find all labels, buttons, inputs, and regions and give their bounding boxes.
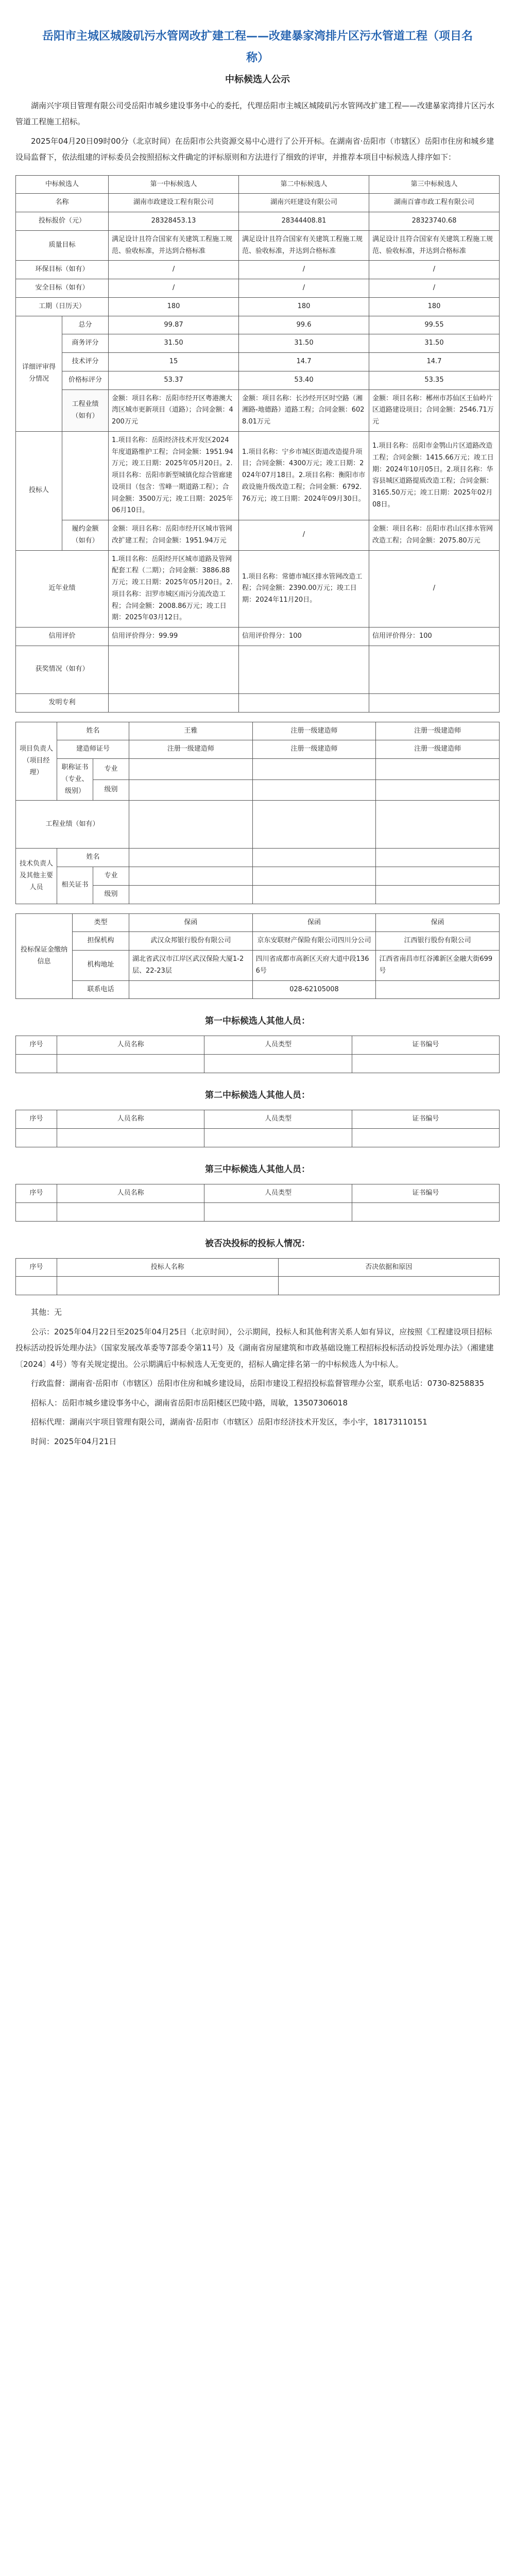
bond-addr-2: 四川省成都市高新区天府大道中段1366号 (252, 951, 376, 981)
invalid-col-name: 投标人名称 (57, 1258, 279, 1277)
row-label-credit: 信用评价 (16, 628, 109, 646)
table-row (16, 759, 500, 780)
score-total-1: 99.87 (109, 316, 239, 334)
staff-col-type: 人员类型 (204, 1110, 352, 1129)
bond-phone-1 (129, 980, 253, 999)
pm-level-label: 级别 (93, 779, 129, 801)
credit-1: 信用评价得分：99.99 (109, 628, 239, 646)
table-row (16, 1110, 500, 1129)
invention-1 (109, 693, 239, 712)
row-label-score-tech: 技术评分 (62, 353, 109, 371)
staff-col-cert: 证书编号 (352, 1110, 499, 1129)
pm-major-label: 专业 (93, 759, 129, 780)
row-label-quality: 质量目标 (16, 230, 109, 261)
score-total-3: 99.55 (369, 316, 499, 334)
bond-addr-3: 江西省南昌市红谷滩新区金融大街699号 (376, 951, 500, 981)
table-row (16, 261, 500, 279)
table-row (16, 230, 500, 261)
perf-1: 金额：项目名称：岳阳市经开区城市管网改扩建工程；合同金额：1951.94万元 (109, 520, 239, 551)
row-label-perf: 履约金额（如有） (62, 520, 109, 551)
candidate-table (15, 175, 500, 713)
invention-3 (369, 693, 499, 712)
table-row (16, 1277, 500, 1295)
price-1: 28328453.13 (109, 212, 239, 231)
pm-cert-label: 建造师证号 (57, 740, 129, 759)
bidder-perf-3: 1.项目名称：岳阳市金鹗山片区道路改造工程；合同金额：1415.66万元；竣工日期：2024年10月05日。2.项目名称：华容县城区道路提质改造工程；合同金额：3165.50万元；竣工日期：2025年02月08日。 (369, 431, 499, 520)
staff-col-index: 序号 (16, 1184, 57, 1202)
pm-exp-label: 工程业绩（如有） (16, 801, 129, 849)
staff-col-cert: 证书编号 (352, 1184, 499, 1202)
perf-2: / (239, 520, 369, 551)
table-row (16, 353, 500, 371)
score-price-1: 53.37 (109, 371, 239, 389)
invalid-col-reason: 否决依据和原因 (278, 1258, 500, 1277)
score-total-2: 99.6 (239, 316, 369, 334)
score-biz-2: 31.50 (239, 334, 369, 353)
pm-1: 金额：项目名称：岳阳市经开区粤港澳大湾区城市更新项目（道路）；合同金额：4200万元 (109, 389, 239, 431)
third-staff-table (15, 1184, 500, 1222)
pm-name-2: 注册一级建造师 (252, 722, 376, 740)
bond-type-3: 保函 (376, 913, 500, 932)
duration-1: 180 (109, 297, 239, 316)
safety-1: / (109, 279, 239, 298)
row-label-invention: 发明专利 (16, 693, 109, 712)
safety-2: / (239, 279, 369, 298)
award-3 (369, 646, 499, 693)
table-row (16, 913, 500, 932)
second-staff-table (15, 1110, 500, 1147)
tech-col-name-label: 姓名 (57, 849, 129, 867)
row-label-score-price: 价格标评分 (62, 371, 109, 389)
row-label-pm-person: 项目负责人（项目经理） (16, 722, 57, 801)
table-row (16, 1184, 500, 1202)
table-row (16, 194, 500, 212)
table-row (16, 389, 500, 431)
note-agency: 招标代理：湖南兴宇项目管理有限公司，湖南省·岳阳市（市辖区）岳阳市经济技术开发区，李小宇，18173110151 (31, 1417, 427, 1427)
bond-type-label: 类型 (73, 913, 129, 932)
row-label-price: 投标报价（元） (16, 212, 109, 231)
staff-col-type: 人员类型 (204, 1036, 352, 1055)
quality-1: 满足设计且符合国家有关建筑工程施工规范、验收标准，并达到合格标准 (109, 230, 239, 261)
pm-name-1: 王雅 (129, 722, 253, 740)
row-label-safety: 安全目标（如有） (16, 279, 109, 298)
staff-col-index: 序号 (16, 1036, 57, 1055)
score-biz-1: 31.50 (109, 334, 239, 353)
staff-col-index: 序号 (16, 1110, 57, 1129)
table-row (16, 1055, 500, 1073)
candidate-rank-1: 第一中标候选人 (109, 175, 239, 194)
table-row (16, 693, 500, 712)
table-row (16, 520, 500, 551)
notes (15, 1304, 500, 1450)
bond-type-1: 保函 (129, 913, 253, 932)
duration-3: 180 (369, 297, 499, 316)
pm-title-label: 职称证书（专业、级别） (57, 759, 93, 801)
bond-label: 投标保证金缴纳信息 (16, 913, 73, 999)
perf-3: 金额：项目名称：岳阳市君山区排水管网改造工程；合同金额：2075.80万元 (369, 520, 499, 551)
staff-col-cert: 证书编号 (352, 1036, 499, 1055)
credit-2: 信用评价得分：100 (239, 628, 369, 646)
table-row (16, 371, 500, 389)
env-2: / (239, 261, 369, 279)
safety-3: / (369, 279, 499, 298)
tech-cert-label: 相关证书 (57, 867, 93, 904)
price-2: 28344408.81 (239, 212, 369, 231)
table-row (16, 867, 500, 886)
table-row (16, 722, 500, 740)
row-label-pm: 工程业绩（如有） (62, 389, 109, 431)
recent-2: 1.项目名称：常德市城区排水管网改造工程；合同金额：2390.00万元；竣工日期：2024年11月20日。 (239, 550, 369, 628)
tech-major-label: 专业 (93, 867, 129, 886)
env-3: / (369, 261, 499, 279)
first-staff-table (15, 1036, 500, 1073)
table-row (16, 980, 500, 999)
table-row (16, 801, 500, 849)
table-row (16, 1258, 500, 1277)
candidate-rank-3: 第三中标候选人 (369, 175, 499, 194)
table-row (16, 646, 500, 693)
award-2 (239, 646, 369, 693)
note-supervision: 行政监督：湖南省·岳阳市（市辖区）岳阳市住房和城乡建设局，岳阳市建设工程招投标监督管理办公室，联系电话：0730-8258835 (31, 1379, 485, 1388)
note-date: 时间：2025年04月21日 (31, 1436, 117, 1446)
staff-col-name: 人员名称 (57, 1036, 204, 1055)
recent-1: 1.项目名称：岳阳经开区城市道路及管网配套工程（二期）；合同金额：3886.88万元；竣工日期：2025年05月20日。2.项目名称：汨罗市城区雨污分流改造工程；合同金额：2008.86万元；竣工日期：2025年03月12日。 (109, 550, 239, 628)
recent-3: / (369, 550, 499, 628)
section-first-staff: 第一中标候选人其他人员： (205, 1016, 310, 1027)
note-other: 其他：无 (31, 1308, 62, 1317)
section-second-staff: 第二中标候选人其他人员： (205, 1090, 310, 1101)
table-row (16, 951, 500, 981)
table-row (16, 628, 500, 646)
staff-col-type: 人员类型 (204, 1184, 352, 1202)
row-label-score-biz: 商务评分 (62, 334, 109, 353)
row-label-eval: 详细评审得分情况 (16, 316, 62, 431)
pm-cert-2: 注册一级建造师 (252, 740, 376, 759)
score-biz-3: 31.50 (369, 334, 499, 353)
bond-org-1: 武汉众邦银行股份有限公司 (129, 932, 253, 951)
intro-paragraph-2: 2025年04月20日09时00分（北京时间）在岳阳市公共资源交易中心进行了公开开标。在湖南省·岳阳市（市辖区）岳阳市住房和城乡建设局监督下，依法组建的评标委员会按照招标文件确定的评标原则和方法进行了细致的评审，并推荐本项目中标候选人排序如下： (15, 136, 494, 162)
table-row (16, 550, 500, 628)
pm-name-3: 注册一级建造师 (376, 722, 500, 740)
table-row (16, 279, 500, 298)
quality-3: 满足设计且符合国家有关建筑工程施工规范、验收标准，并达到合格标准 (369, 230, 499, 261)
bond-addr-1: 湖北省武汉市江岸区武汉保险大厦1-2层、22-23层 (129, 951, 253, 981)
staff-col-name: 人员名称 (57, 1184, 204, 1202)
bond-phone-3 (376, 980, 500, 999)
candidate-name-3: 湖南百睿市政工程有限公司 (369, 194, 499, 212)
bond-phone-label: 联系电话 (73, 980, 129, 999)
table-row (16, 175, 500, 194)
row-label-bidder-perf (62, 431, 109, 520)
table-row (16, 740, 500, 759)
table-row (16, 1036, 500, 1055)
table-row (16, 212, 500, 231)
invalid-bidders-table (15, 1258, 500, 1296)
pm-cert-3: 注册一级建造师 (376, 740, 500, 759)
note-tenderer: 招标人：岳阳市城乡建设事务中心，湖南省岳阳市岳阳楼区巴陵中路，周敏，13507306018 (31, 1398, 348, 1408)
candidate-rank-2: 第二中标候选人 (239, 175, 369, 194)
row-label-env: 环保目标（如有） (16, 261, 109, 279)
pm-3: 金额：项目名称：郴州市苏仙区王仙岭片区道路建设项目；合同金额：2546.71万元 (369, 389, 499, 431)
bond-org-label: 担保机构 (73, 932, 129, 951)
row-label-score-total: 总分 (62, 316, 109, 334)
table-row (16, 316, 500, 334)
credit-3: 信用评价得分：100 (369, 628, 499, 646)
invalid-col-index: 序号 (16, 1258, 57, 1277)
table-row (16, 849, 500, 867)
note-publicity: 公示：2025年04月22日至2025年04月25日（北京时间），公示期间，投标人和其他利害关系人如有异议，应按照《工程建设项目招标投标活动投诉处理办法》（国家发展改革委等7部委令第11号）及《湖南省房屋建筑和市政基础设施工程招标投标活动投诉处理办法》（湘建建〔2024〕4号）等有关规定提出。公示期满后中标候选人无变更的，招标人确定排名第一的中标候选人为中标人。 (15, 1327, 494, 1369)
bond-org-3: 江西银行股份有限公司 (376, 932, 500, 951)
score-tech-2: 14.7 (239, 353, 369, 371)
personnel-table (15, 722, 500, 904)
score-price-3: 53.35 (369, 371, 499, 389)
section-invalid-bidders: 被否决投标的投标人情况： (205, 1238, 310, 1249)
bond-org-2: 京东安联财产保险有限公司四川分公司 (252, 932, 376, 951)
table-row (16, 431, 500, 520)
table-row (16, 1202, 500, 1221)
quality-2: 满足设计且符合国家有关建筑工程施工规范、验收标准，并达到合格标准 (239, 230, 369, 261)
bidder-perf-2: 1.项目名称：宁乡市城区街道改造提升项目；合同金额：4300万元；竣工日期：2024年07月18日。2.项目名称：衡阳市市政设施升级改造工程；合同金额：6792.76万元；竣工日期：2024年09月30日。 (239, 431, 369, 520)
intro-paragraph-1: 湖南兴宇项目管理有限公司受岳阳市城乡建设事务中心的委托，代理岳阳市主城区城陵矶污水管网改扩建工程——改建暴家湾排片区污水管道工程施工招标。 (15, 100, 495, 127)
env-1: / (109, 261, 239, 279)
row-label-duration: 工期（日历天） (16, 297, 109, 316)
candidate-name-1: 湖南市政建设工程有限公司 (109, 194, 239, 212)
bidder-perf-1: 1.项目名称：岳阳经济技术开发区2024年度道路维护工程；合同金额：1951.94万元；竣工日期：2025年05月20日。2.项目名称：岳阳市新型城镇化综合管廊建设项目（包含：雪峰一期道路工程）；合同金额：3500万元；竣工日期：2025年06月10日。 (109, 431, 239, 520)
score-price-2: 53.40 (239, 371, 369, 389)
row-label-bidder: 投标人 (16, 431, 62, 550)
score-tech-3: 14.7 (369, 353, 499, 371)
score-tech-1: 15 (109, 353, 239, 371)
duration-2: 180 (239, 297, 369, 316)
table-row (16, 932, 500, 951)
pm-col-name-label: 姓名 (57, 722, 129, 740)
candidate-name-2: 湖南兴旺建设有限公司 (239, 194, 369, 212)
row-label-award: 获奖情况（如有） (16, 646, 109, 693)
page-title: 岳阳市主城区城陵矶污水管网改扩建工程——改建暴家湾排片区污水管道工程（项目名称） (42, 30, 473, 64)
row-label-name: 名称 (16, 194, 109, 212)
section-third-staff: 第三中标候选人其他人员： (205, 1164, 310, 1175)
pm-cert-1: 注册一级建造师 (129, 740, 253, 759)
bond-type-2: 保函 (252, 913, 376, 932)
row-label-recent: 近年业绩 (16, 550, 109, 628)
table-row (16, 297, 500, 316)
col-header: 中标候选人 (16, 175, 109, 194)
page-subtitle: 中标候选人公示 (225, 74, 290, 85)
table-row (16, 334, 500, 353)
staff-col-name: 人员名称 (57, 1110, 204, 1129)
price-3: 28323740.68 (369, 212, 499, 231)
bond-addr-label: 机构地址 (73, 951, 129, 981)
award-1 (109, 646, 239, 693)
pm-2: 金额：项目名称：长沙经开区时空路（湘湘路-地德路）道路工程；合同金额：6028.01万元 (239, 389, 369, 431)
table-row (16, 1128, 500, 1147)
bond-table (15, 913, 500, 999)
bond-phone-2: 028-62105008 (252, 980, 376, 999)
invention-2 (239, 693, 369, 712)
tech-label: 技术负责人及其他主要人员 (16, 849, 57, 904)
tech-level-label: 级别 (93, 885, 129, 904)
